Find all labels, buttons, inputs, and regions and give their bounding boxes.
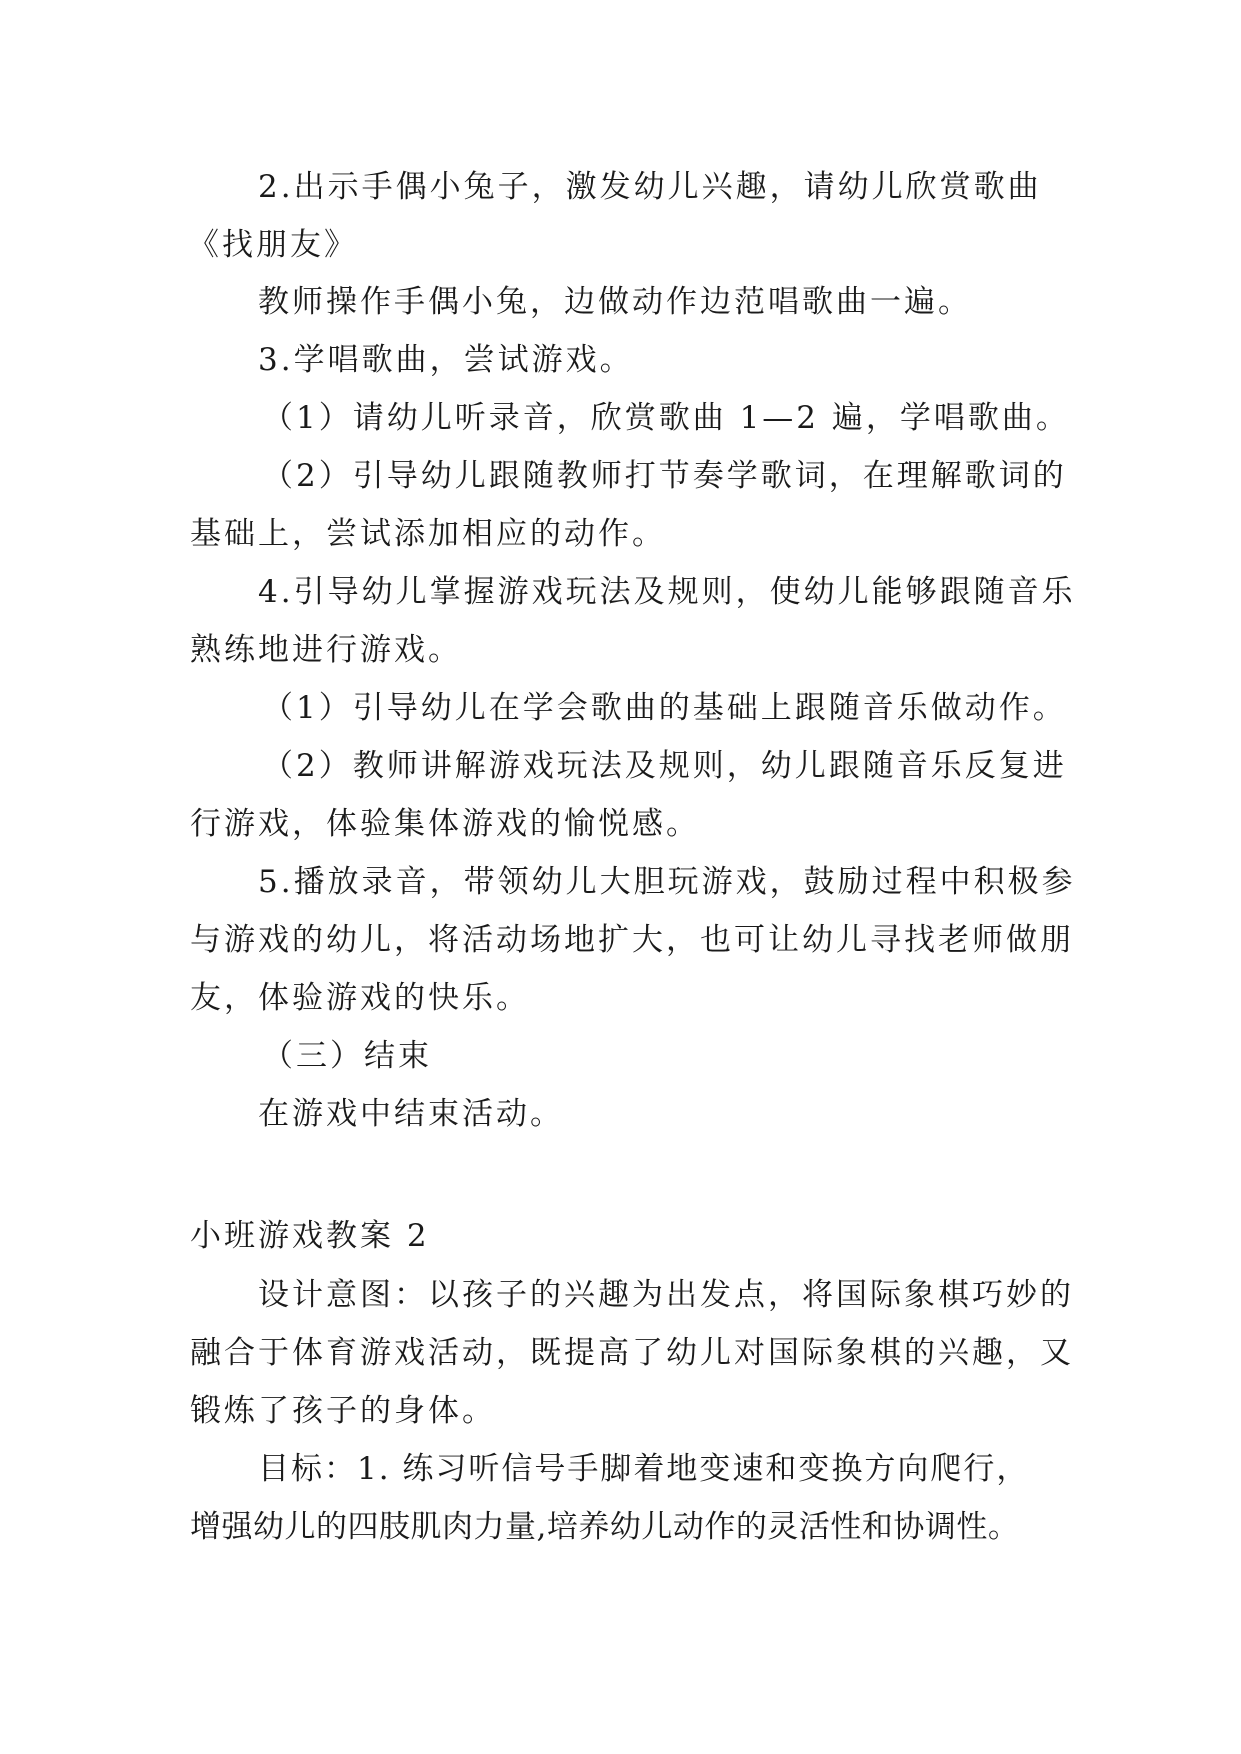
text-line: （1）引导幼儿在学会歌曲的基础上跟随音乐做动作。 (262, 690, 1067, 726)
paragraph-teacher-demo (258, 273, 972, 331)
text-line: 行游戏，体验集体游戏的愉悦感。 (190, 806, 700, 842)
paragraph-end-activity (258, 1085, 564, 1143)
text-line: 3.学唱歌曲，尝试游戏。 (258, 342, 634, 378)
text-line: 基础上，尝试添加相应的动作。 (190, 516, 666, 552)
paragraph-step-4-1 (262, 679, 1067, 737)
text-line: （2）教师讲解游戏玩法及规则，幼儿跟随音乐反复进 (262, 748, 1067, 784)
text-line: 2.出示手偶小兔子，激发幼儿兴趣，请幼儿欣赏歌曲 (258, 169, 1042, 205)
paragraph-step-3-1 (262, 389, 1070, 447)
paragraph-step-4 (190, 563, 1076, 679)
paragraph-design-intent (190, 1266, 1074, 1440)
section-heading-end (262, 1027, 432, 1085)
text-line: 设计意图：以孩子的兴趣为出发点，将国际象棋巧妙的 (258, 1277, 1074, 1313)
text-line: （2）引导幼儿跟随教师打节奏学歌词，在理解歌词的 (262, 458, 1067, 494)
text-line: 5.播放录音，带领幼儿大胆玩游戏，鼓励过程中积极参 (258, 864, 1076, 900)
text-line: 在游戏中结束活动。 (258, 1096, 564, 1132)
paragraph-step-4-2 (190, 737, 1067, 853)
text-line: 增强幼儿的四肢肌肉力量,培养幼儿动作的灵活性和协调性。 (190, 1509, 1020, 1545)
paragraph-goals (190, 1440, 1030, 1556)
text-line: 《找朋友》 (188, 227, 358, 263)
text-line: 熟练地进行游戏。 (190, 632, 462, 668)
paragraph-step-3-2 (190, 447, 1067, 563)
paragraph-step-2 (188, 158, 1042, 274)
text-line: 目标：1. 练习听信号手脚着地变速和变换方向爬行， (258, 1451, 1030, 1487)
text-line: 融合于体育游戏活动，既提高了幼儿对国际象棋的兴趣，又 (190, 1335, 1074, 1371)
text-line: 友，体验游戏的快乐。 (190, 980, 530, 1016)
text-line: （三）结束 (262, 1038, 432, 1074)
text-line: 小班游戏教案 2 (190, 1218, 430, 1254)
text-line: 4.引导幼儿掌握游戏玩法及规则，使幼儿能够跟随音乐 (258, 574, 1076, 610)
text-line: 教师操作手偶小兔，边做动作边范唱歌曲一遍。 (258, 284, 972, 320)
paragraph-step-3 (258, 331, 634, 389)
text-line: 与游戏的幼儿，将活动场地扩大，也可让幼儿寻找老师做朋 (190, 922, 1074, 958)
lesson-plan-title (190, 1207, 430, 1265)
text-line: （1）请幼儿听录音，欣赏歌曲 1—2 遍，学唱歌曲。 (262, 400, 1070, 436)
paragraph-step-5 (190, 853, 1076, 1027)
text-line: 锻炼了孩子的身体。 (190, 1393, 496, 1429)
